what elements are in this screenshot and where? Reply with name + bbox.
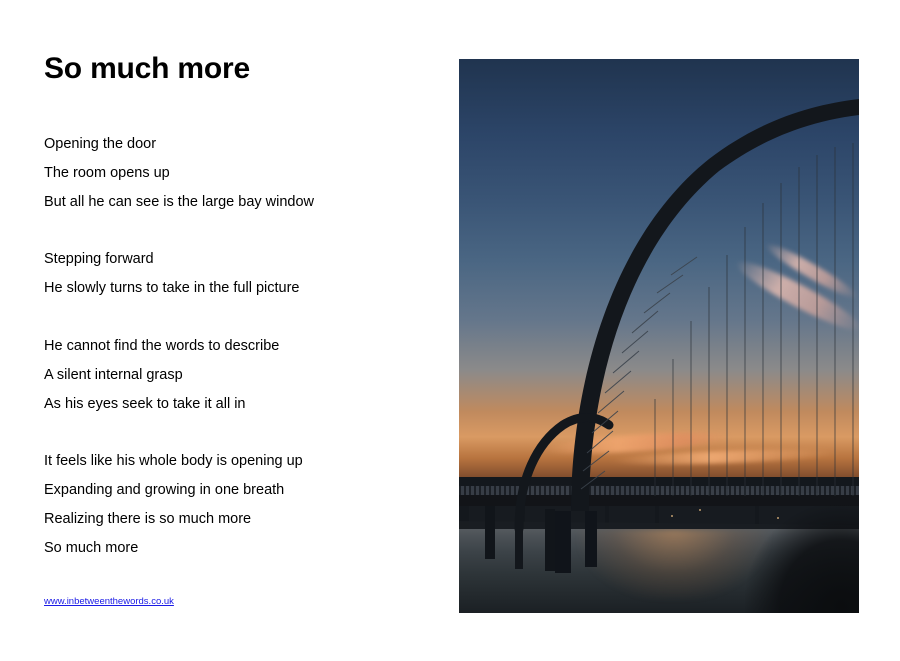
poem-line: Realizing there is so much more bbox=[44, 510, 252, 527]
stanza bbox=[44, 245, 424, 303]
poem-line: Expanding and growing in one breath bbox=[44, 482, 285, 499]
poem-line: He cannot find the words to describe bbox=[44, 337, 280, 354]
poem-line: As his eyes seek to take it all in bbox=[44, 395, 246, 412]
poem-line: Opening the door bbox=[44, 136, 157, 152]
stanza bbox=[44, 130, 424, 216]
poem-line: Stepping forward bbox=[44, 251, 154, 268]
website-link[interactable]: www.inbetweenthewords.co.uk bbox=[44, 596, 174, 607]
poem-line: The room opens up bbox=[44, 164, 170, 181]
poem-line: He slowly turns to take in the full picture bbox=[44, 280, 300, 297]
bridge-photo bbox=[459, 59, 859, 613]
poem-line: So much more bbox=[44, 539, 139, 556]
stanza bbox=[44, 447, 424, 562]
poem-line: But all he can see is the large bay window bbox=[44, 193, 315, 210]
stanza bbox=[44, 332, 424, 418]
poem-line: It feels like his whole body is opening up bbox=[44, 453, 303, 470]
page-title: So much more bbox=[44, 52, 250, 85]
poem-body bbox=[44, 130, 424, 563]
foreground-foliage bbox=[745, 503, 859, 613]
poem-line: A silent internal grasp bbox=[44, 366, 183, 383]
